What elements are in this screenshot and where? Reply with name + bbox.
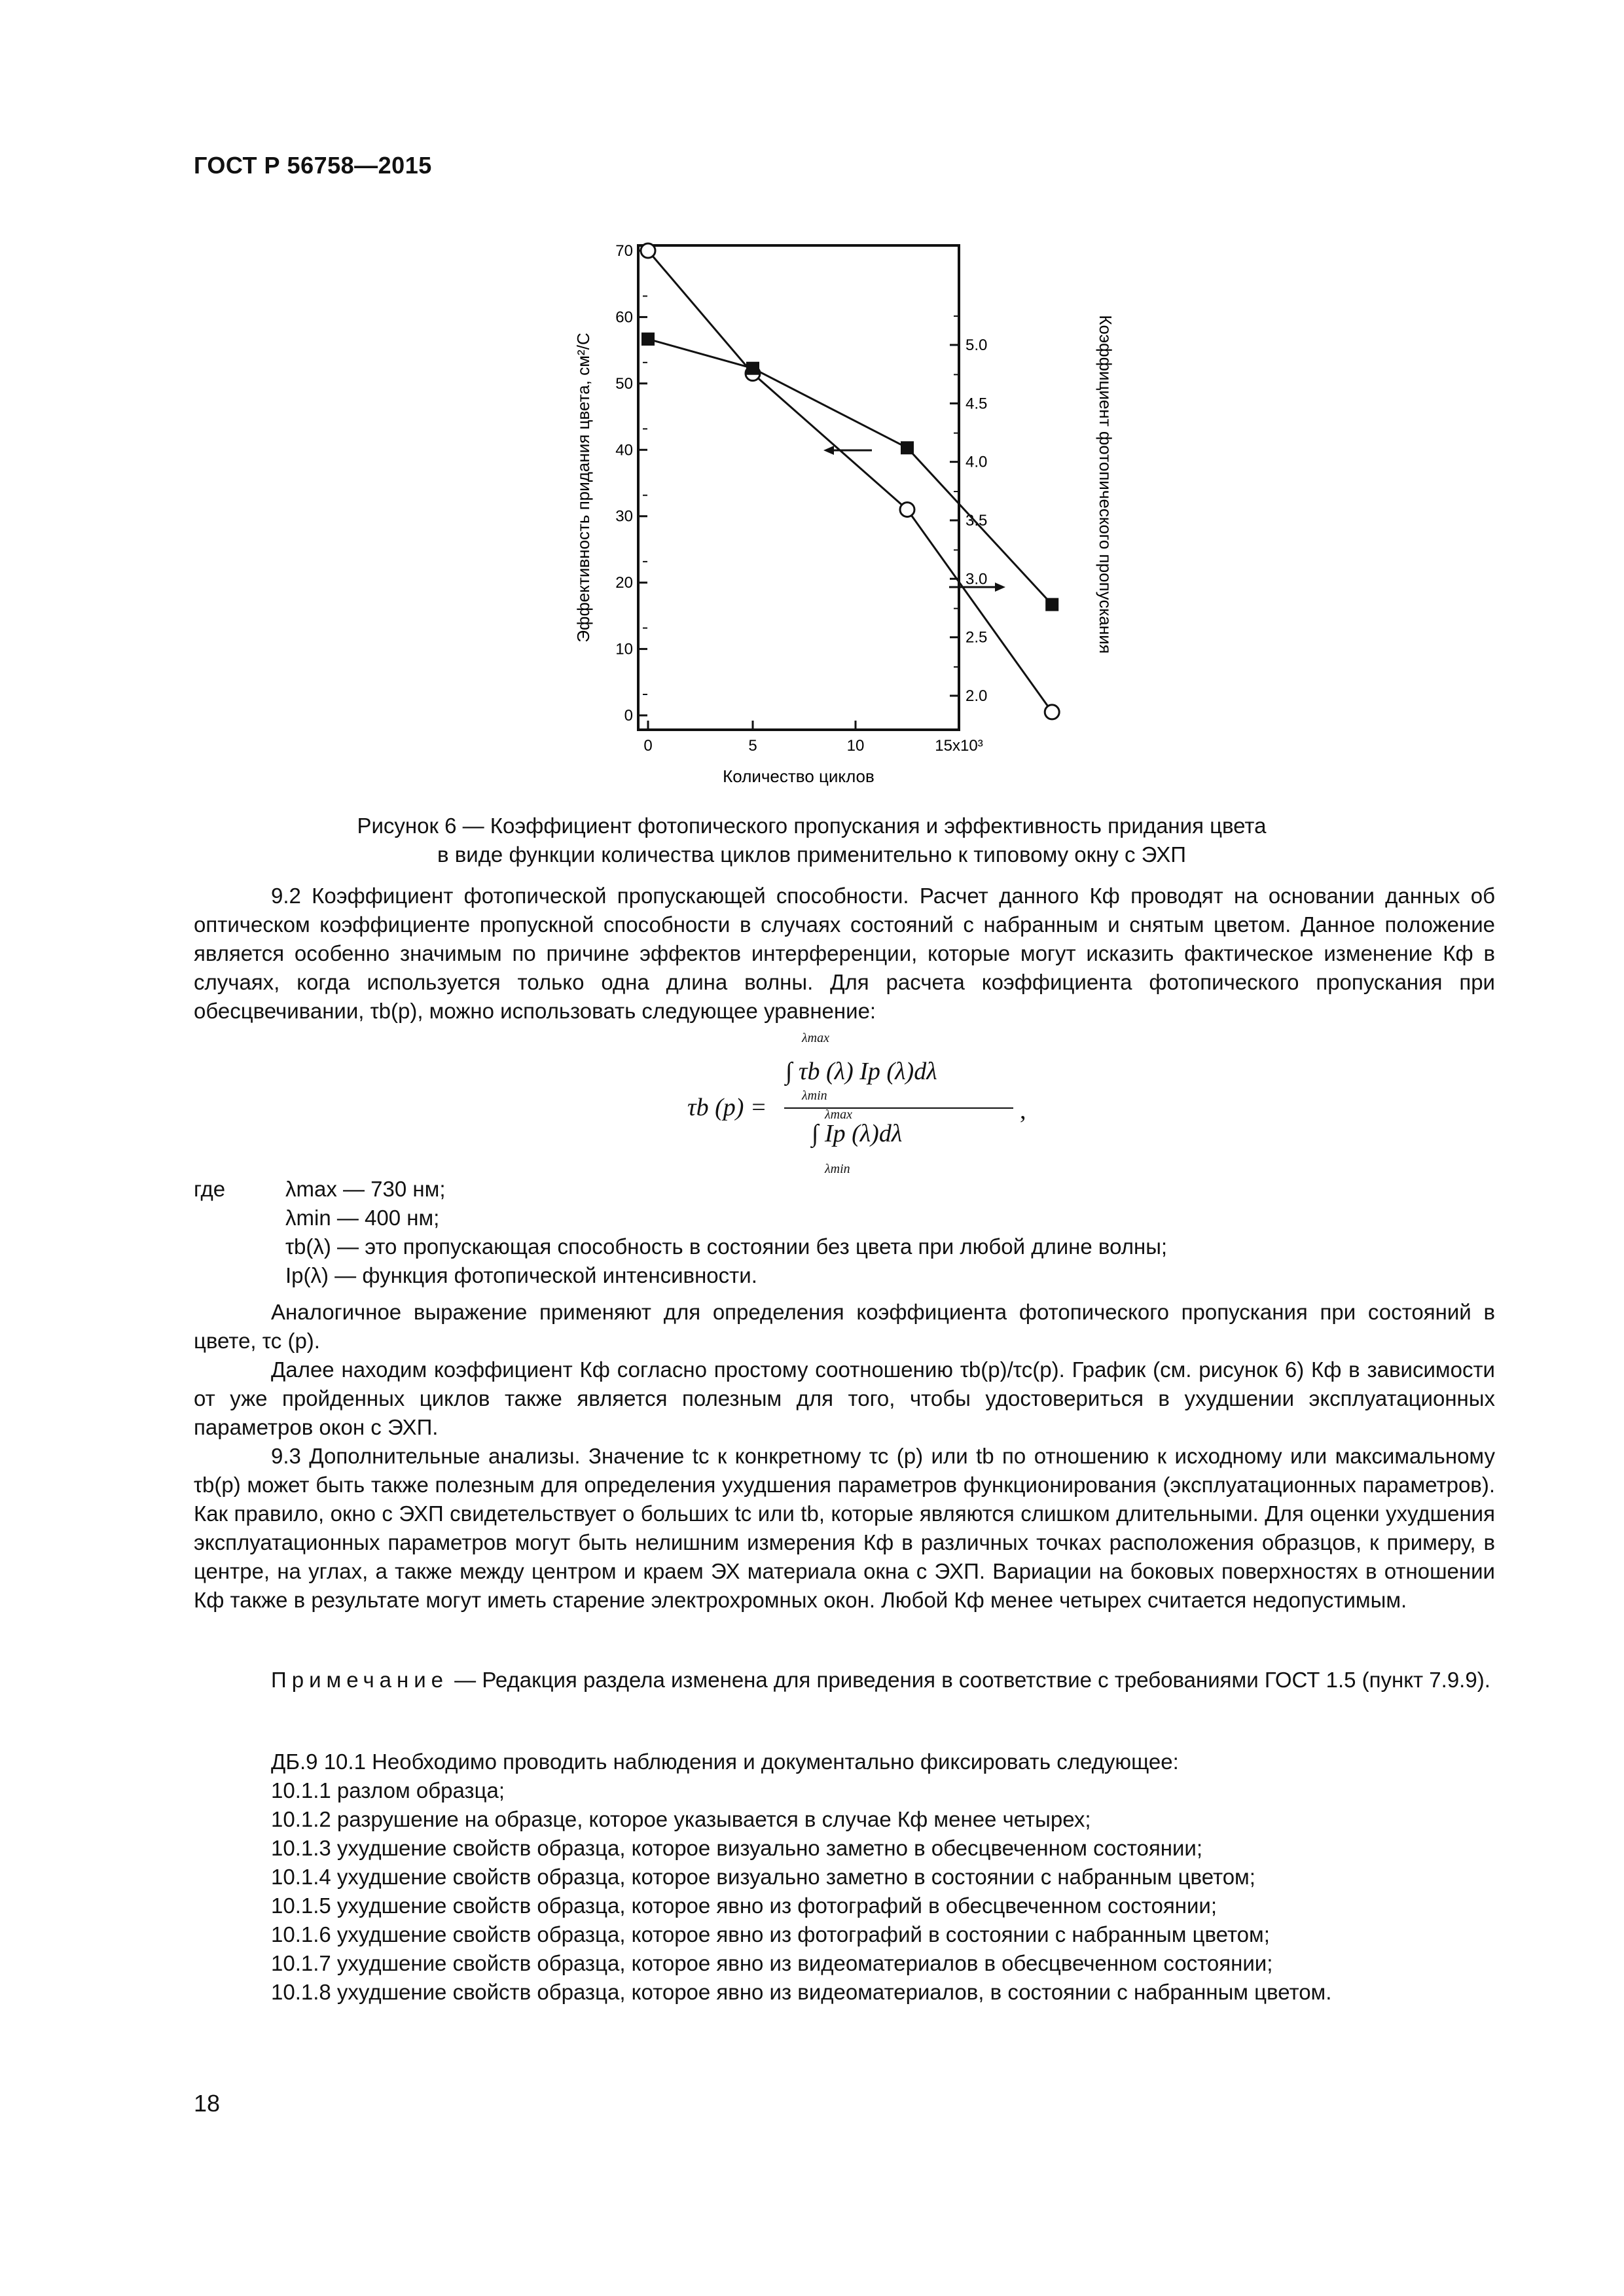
note-lead: Примечание	[271, 1668, 449, 1692]
y-right-tick-label: 5.0	[965, 336, 988, 354]
paragraph-9-3: 9.3 Дополнительные анализы. Значение tc к конкретному τc (p) или tb по отношению к исходному или максимальному τb(p) может быть также полезным для определения ухудшения параметров функционирования (эксплуатационных параметров). Как правило, окно с ЭХП свидетельствует о больших tc или tb, которые являются слишком длительными. Для оценки ухудшения эксплуатационных параметров могут быть нелишним измерения Кф в различных точках расположения образцов, к примеру, в центре, на углах, а также между центром и краем ЭХ материала окна с ЭХП. Вариации на боковых поверхностях в отношении Кф также в результате могут иметь старение электрохромных окон. Любой Кф менее четырех считается недопустимым.	[194, 1444, 1495, 1612]
note-block	[194, 1666, 1495, 1695]
list-item: 10.1.2 разрушение на образце, которое указывается в случае Кф менее четырех;	[271, 1807, 1091, 1831]
list-item: 10.1.1 разлом образца;	[271, 1778, 505, 1803]
caption-line: Рисунок 6 — Коэффициент фотопического пропускания и эффективность придания цвета	[357, 814, 1267, 838]
lower-limit: λmin	[825, 1162, 850, 1176]
equation-lhs: τb (p) =	[687, 1094, 767, 1121]
list-intro: ДБ.9 10.1 Необходимо проводить наблюдения и документально фиксировать следующее:	[271, 1749, 1179, 1774]
list-item: 10.1.6 ухудшение свойств образца, которое явно из фотографий в состоянии с набранным цветом;	[271, 1922, 1270, 1946]
x-tick-label: 0	[643, 737, 653, 755]
definition-item: τb(λ) — это пропускающая способность в состоянии без цвета при любой длине волны;	[285, 1234, 1168, 1259]
chart-svg	[563, 232, 1126, 802]
figure-caption	[196, 812, 1427, 869]
equation-denominator: ∫ Ip (λ)dλ	[812, 1120, 903, 1147]
where-label: где	[194, 1177, 226, 1201]
y-right-tick-label: 3.5	[965, 512, 988, 529]
x-tick-label: 15x10³	[935, 737, 983, 755]
observation-list	[271, 1748, 1331, 2007]
equation-numerator: ∫ τb (λ) Ip (λ)dλ	[785, 1058, 937, 1085]
definitions-list	[285, 1175, 1167, 1290]
x-tick-label: 10	[846, 737, 865, 755]
list-item: 10.1.7 ухудшение свойств образца, которое явно из видеоматериалов в обесцвеченном состоянии;	[271, 1951, 1273, 1975]
y-right-tick-label: 3.0	[965, 570, 988, 588]
definition-item: λmax — 730 нм;	[285, 1177, 446, 1201]
caption-line: в виде функции количества циклов применительно к типовому окну с ЭХП	[437, 842, 1186, 867]
y-right-tick-label: 4.5	[965, 395, 988, 413]
x-tick-label: 5	[748, 737, 757, 755]
data-point-square	[641, 332, 655, 346]
y-left-tick-label: 40	[615, 441, 633, 459]
data-point-square	[1045, 598, 1058, 611]
y-left-tick-label: 0	[624, 707, 633, 725]
equation-tau-b	[687, 1031, 1054, 1181]
paragraph-9-2: 9.2 Коэффициент фотопической пропускающей способности. Расчет данного Кф проводят на основании данных об оптическом коэффициенте пропускной способности в случаях состояний с набранным и снятым цветом. Данное положение является особенно значимым по причине эффектов интерференции, которые могут исказить фактическое изменение Кф в случаях, когда используется только одна длина волны. Для расчета коэффициента фотопического пропускания при обесцвечивании, τb(p), можно использовать следующее уравнение:	[194, 884, 1495, 1023]
page-number: 18	[194, 2090, 221, 2117]
y-left-tick-label: 10	[615, 640, 633, 658]
list-item: 10.1.4 ухудшение свойств образца, которое визуально заметно в состоянии с набранным цветом;	[271, 1865, 1255, 1889]
y-right-tick-label: 2.0	[965, 687, 988, 705]
paragraph-analog: Аналогичное выражение применяют для определения коэффициента фотопического пропускания при состояний в цвете, τc (p).	[194, 1300, 1495, 1353]
list-item: 10.1.5 ухудшение свойств образца, которое явно из фотографий в обесцвеченном состоянии;	[271, 1893, 1218, 1918]
document-header: ГОСТ Р 56758—2015	[194, 152, 432, 179]
y-left-tick-label: 70	[615, 242, 633, 260]
lower-limit: λmin	[802, 1088, 827, 1103]
upper-limit: λmax	[825, 1107, 852, 1122]
equation-comma: ,	[1020, 1097, 1026, 1124]
series-line	[648, 251, 1052, 712]
paragraph-next: Далее находим коэффициент Кф согласно простому соотношению τb(p)/τc(p). График (см. рисунок 6) Кф в зависимости от уже пройденных циклов также является полезным для того, чтобы удостовериться в ухудшении эксплуатационных параметров окон с ЭХП.	[194, 1357, 1495, 1439]
data-point-circle	[641, 243, 655, 258]
list-item: 10.1.3 ухудшение свойств образца, которое визуально заметно в обесцвеченном состоянии;	[271, 1836, 1203, 1860]
y-left-tick-label: 50	[615, 374, 633, 393]
figure-6-chart	[563, 232, 1126, 802]
definition-item: λmin — 400 нм;	[285, 1206, 440, 1230]
y-right-tick-label: 2.5	[965, 628, 988, 647]
y-axis-label-left: Эффективность придания цвета, см²/С	[573, 332, 593, 643]
plot-frame	[638, 245, 959, 730]
note-text: — Редакция раздела изменена для приведения в соответствие с требованиями ГОСТ 1.5 (пункт 7.9.9).	[448, 1668, 1490, 1692]
list-item: 10.1.8 ухудшение свойств образца, которое явно из видеоматериалов, в состоянии с набранным цветом.	[271, 1980, 1332, 2004]
arrow-to-left-axis	[823, 446, 872, 455]
fraction-bar	[784, 1107, 1013, 1109]
section-9-2	[194, 882, 1495, 1026]
y-left-tick-label: 20	[615, 574, 633, 592]
y-left-tick-label: 30	[615, 507, 633, 526]
y-right-tick-label: 4.0	[965, 453, 988, 471]
body-paragraphs	[194, 1298, 1495, 1615]
data-point-square	[746, 362, 759, 375]
data-point-circle	[900, 503, 914, 517]
x-axis-label: Количество циклов	[723, 766, 875, 786]
y-axis-label-right: Коэффициент фотопического пропускания	[1096, 315, 1115, 654]
data-point-square	[901, 441, 914, 454]
series-line	[648, 339, 1052, 605]
y-left-tick-label: 60	[615, 308, 633, 327]
upper-limit: λmax	[802, 1031, 829, 1045]
data-point-circle	[1045, 705, 1059, 719]
definition-item: Ip(λ) — функция фотопической интенсивности.	[285, 1263, 757, 1287]
